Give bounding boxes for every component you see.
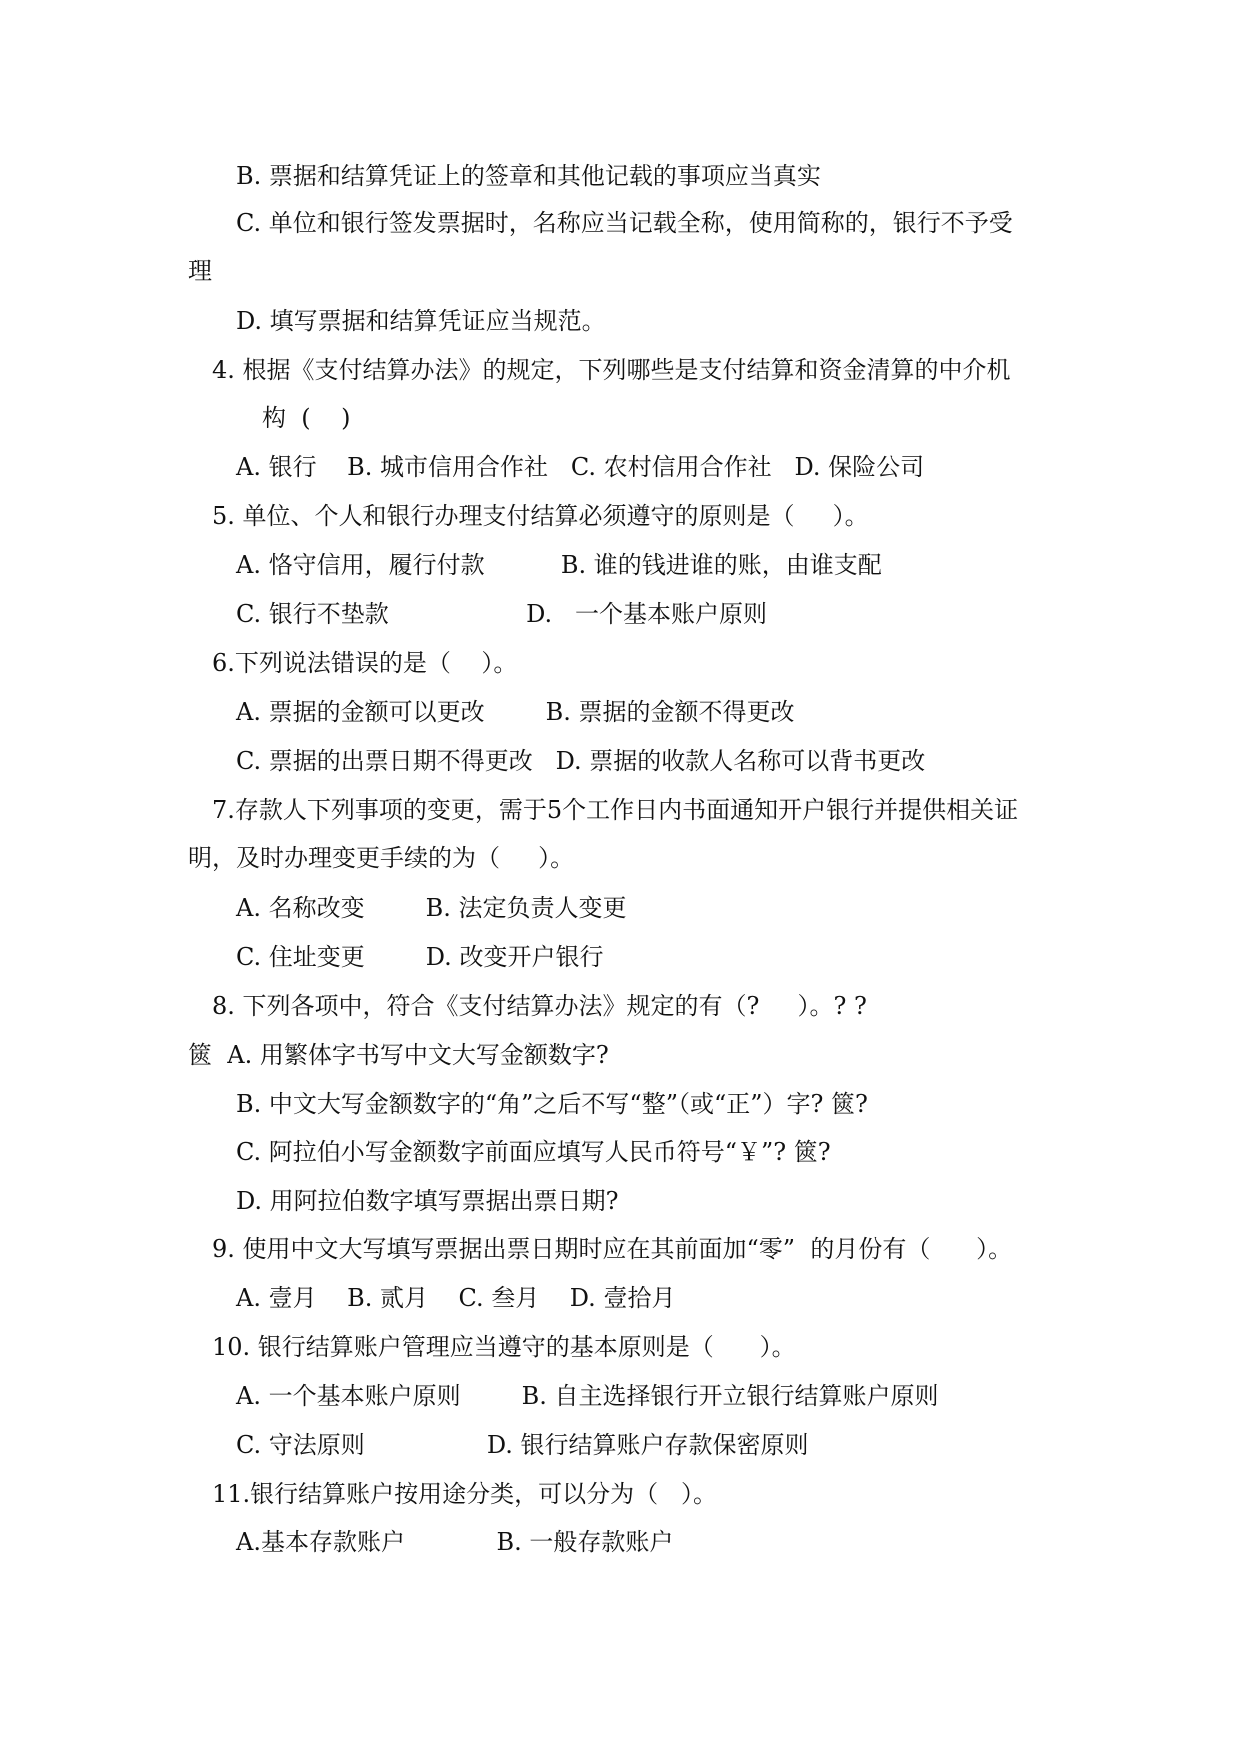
text-line: C. 单位和银行签发票据时，名称应当记载全称，使用简称的，银行不予受: [236, 209, 1013, 237]
text-line: C. 票据的出票日期不得更改 D. 票据的收款人名称可以背书更改: [236, 747, 926, 775]
text-line: C. 银行不垫款 D. 一个基本账户原则: [236, 600, 767, 628]
text-line: C. 住址变更 D. 改变开户银行: [236, 943, 604, 971]
text-line: 6.下列说法错误的是（ ）。: [212, 649, 518, 677]
text-line: C. 守法原则 D. 银行结算账户存款保密原则: [236, 1431, 809, 1459]
text-line: A. 壹月 B. 贰月 C. 叁月 D. 壹拾月: [236, 1284, 676, 1312]
text-line: B. 票据和结算凭证上的签章和其他记载的事项应当真实: [236, 162, 821, 190]
text-line: 9. 使用中文大写填写票据出票日期时应在其前面加“零” 的月份有（ ）。: [212, 1235, 1013, 1263]
text-line: A. 银行 B. 城市信用合作社 C. 农村信用合作社 D. 保险公司: [236, 453, 925, 481]
text-line: 10. 银行结算账户管理应当遵守的基本原则是（ ）。: [212, 1333, 796, 1361]
text-line: B. 中文大写金额数字的“角”之后不写“整”（或“正”）字? 篋?: [236, 1090, 868, 1118]
text-line: A. 一个基本账户原则 B. 自主选择银行开立银行结算账户原则: [236, 1382, 939, 1410]
text-line: A.基本存款账户 B. 一般存款账户: [236, 1528, 674, 1556]
text-line: 明，及时办理变更手续的为（ ）。: [188, 844, 575, 872]
text-line: 11.银行结算账户按用途分类，可以分为（ ）。: [212, 1480, 718, 1508]
text-line: 理: [188, 257, 212, 285]
text-line: A. 票据的金额可以更改 B. 票据的金额不得更改: [236, 698, 795, 726]
text-line: A. 名称改变 B. 法定负责人变更: [236, 894, 627, 922]
text-line: 4. 根据《支付结算办法》的规定，下列哪些是支付结算和资金清算的中介机: [212, 356, 1011, 384]
text-line: C. 阿拉伯小写金额数字前面应填写人民币符号“￥”? 篋?: [236, 1138, 831, 1166]
text-line: A. 恪守信用，履行付款 B. 谁的钱进谁的账，由谁支配: [236, 551, 882, 579]
text-line: 构 ( ): [262, 404, 351, 432]
text-line: 7.存款人下列事项的变更，需于5个工作日内书面通知开户银行并提供相关证: [212, 796, 1019, 824]
text-line: 5. 单位、个人和银行办理支付结算必须遵守的原则是（ ）。: [212, 502, 869, 530]
text-line: D. 用阿拉伯数字填写票据出票日期?: [236, 1187, 619, 1215]
text-line: 8. 下列各项中，符合《支付结算办法》规定的有（? ）。? ?: [212, 992, 867, 1020]
text-line: D. 填写票据和结算凭证应当规范。: [236, 307, 606, 335]
text-line: 篋 A. 用繁体字书写中文大写金额数字?: [188, 1041, 609, 1069]
